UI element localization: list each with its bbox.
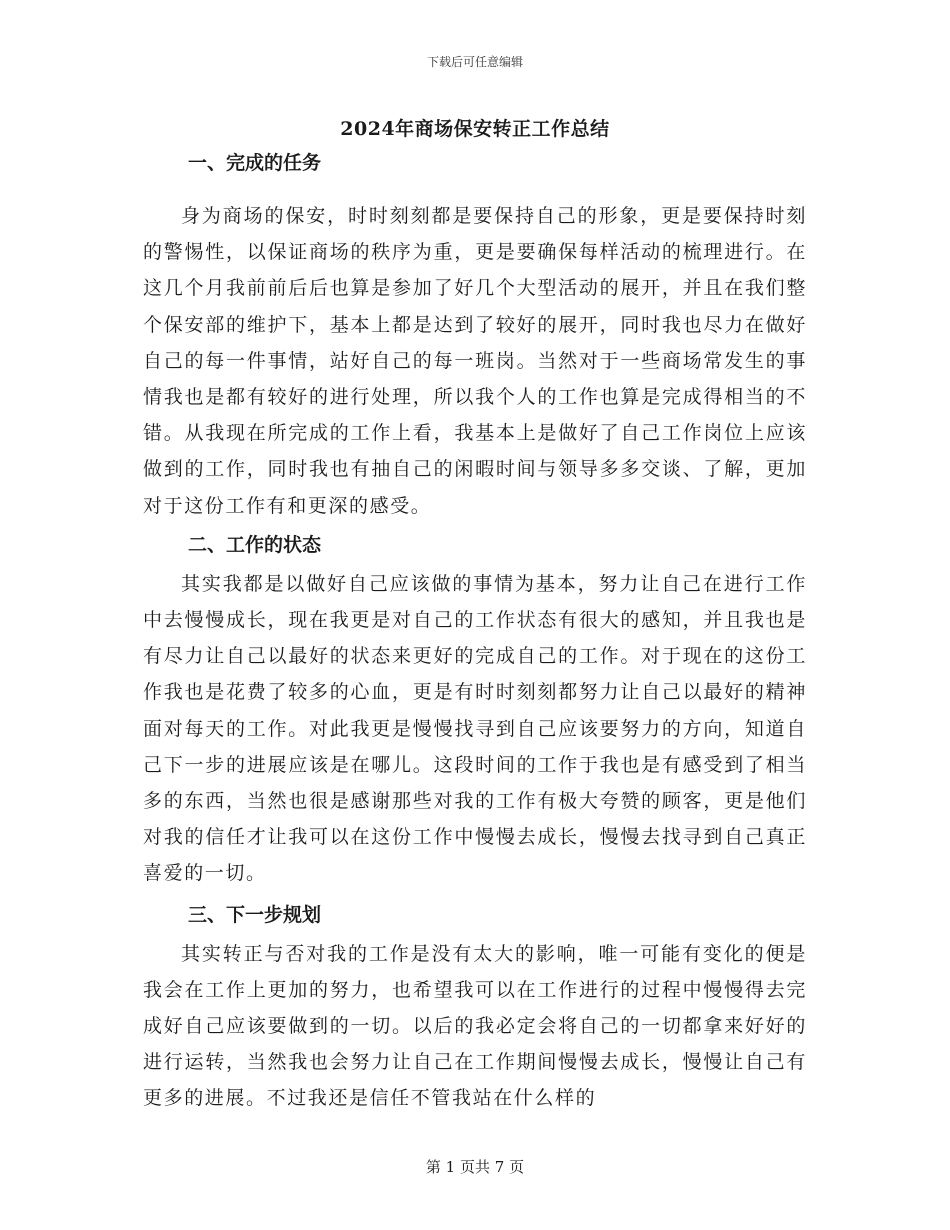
document-body (143, 146, 807, 1117)
section-paragraph-tasks: 身为商场的保安，时时刻刻都是要保持自己的形象，更是要保持时刻的警惕性，以保证商场的秩序为重，更是要确保每样活动的梳理进行。在这几个月我前前后后也算是参加了好几个大型活动的展开，并且在我们整个保安部的维护下，基本上都是达到了较好的展开，同时我也尽力在做好自己的每一件事情，站好自己的每一班岗。当然对于一些商场常发生的事情我也是都有较好的进行处理，所以我个人的工作也算是完成得相当的不错。从我现在所完成的工作上看，我基本上是做好了自己工作岗位上应该做到的工作，同时我也有抽自己的闲暇时间与领导多多交谈、了解，更加对于这份工作有和更深的感受。 (143, 205, 807, 517)
section-heading-status: 二、工作的状态 (188, 533, 322, 556)
section-heading-tasks: 一、完成的任务 (188, 152, 322, 174)
document-title: 2024年商场保安转正工作总结 (340, 118, 610, 140)
section-heading-plan: 三、下一步规划 (188, 903, 322, 926)
section-paragraph-plan: 其实转正与否对我的工作是没有太大的影响，唯一可能有变化的便是我会在工作上更加的努力，也希望我可以在工作进行的过程中慢慢得去完成好自己应该要做到的一切。以后的我必定会将自己的一切都拿来好好的进行运转，当然我也会努力让自己在工作期间慢慢去成长，慢慢让自己有更多的进展。不过我还是信任不管我站在什么样的 (143, 942, 807, 1110)
section-paragraph-status: 其实我都是以做好自己应该做的事情为基本，努力让自己在进行工作中去慢慢成长，现在我更是对自己的工作状态有很大的感知，并且我也是有尽力让自己以最好的状态来更好的完成自己的工作。对于现在的这份工作我也是花费了较多的心血，更是有时时刻刻都努力让自己以最好的精神面对每天的工作。对此我更是慢慢找寻到自己应该要努力的方向，知道自己下一步的进展应该是在哪儿。这段时间的工作于我也是有感受到了相当多的东西，当然也很是感谢那些对我的工作有极大夸赞的顾客，更是他们对我的信任才让我可以在这份工作中慢慢去成长，慢慢去找寻到自己真正喜爱的一切。 (143, 572, 807, 885)
header-download-note: 下载后可任意编辑 (426, 55, 523, 69)
page-indicator: 第 1 页共 7 页 (425, 1158, 525, 1176)
